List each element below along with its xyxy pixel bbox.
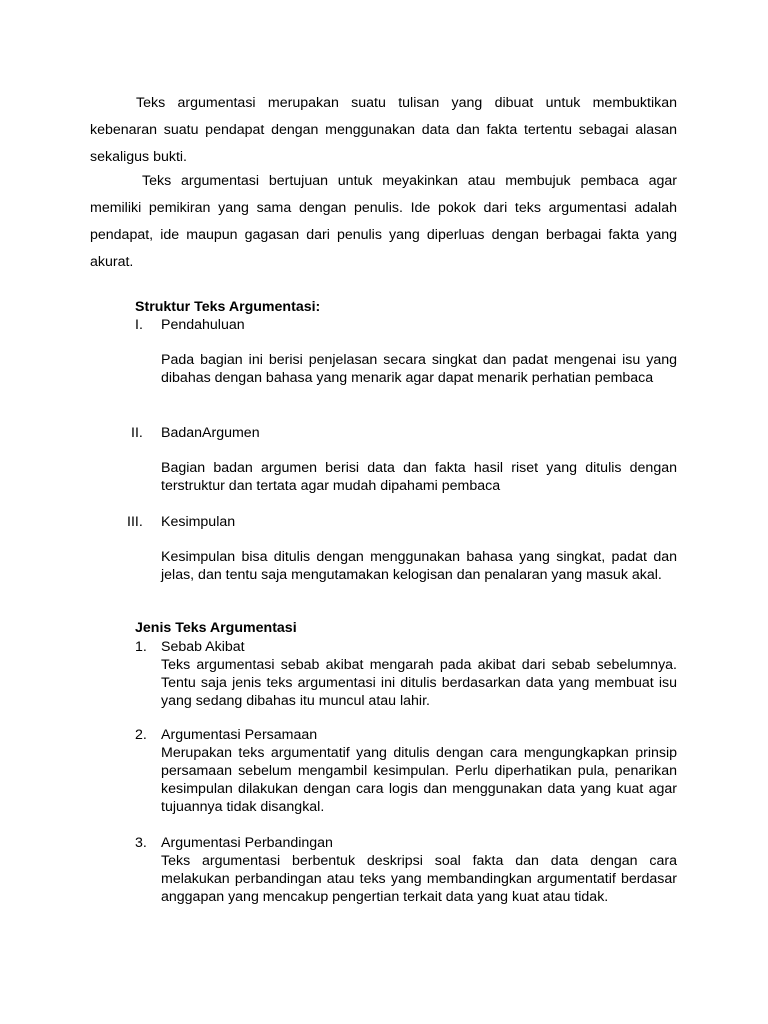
type-item-body: Merupakan teks argumentatif yang ditulis dengan cara mengungkapkan prinsip persamaan sebelum mengambil kesimpulan. Perlu diperhatikan pula, penarikan kesimpulan dilakukan dengan cara logis dan menggunakan data yang kuat agar tujuannya tidak disangkal.: [161, 745, 677, 815]
type-item-title: Argumentasi Persamaan: [161, 727, 318, 743]
type-item-title: Sebab Akibat: [161, 639, 245, 655]
structure-item-marker: III.: [127, 514, 143, 530]
structure-item-body: Kesimpulan bisa ditulis dengan menggunakan bahasa yang singkat, padat dan jelas, dan tentu saja mengutamakan kelogisan dan penalaran yang masuk akal.: [161, 549, 677, 583]
type-item-marker: 1.: [135, 639, 147, 655]
structure-item-marker: I.: [135, 317, 143, 333]
intro-paragraph-1: Teks argumentasi merupakan suatu tulisan yang dibuat untuk membuktikan kebenaran suatu pendapat dengan menggunakan data dan fakta tertentu sebagai alasan sekaligus bukti.: [90, 95, 677, 165]
type-item-marker: 3.: [135, 835, 147, 851]
intro-paragraph-2: Teks argumentasi bertujuan untuk meyakinkan atau membujuk pembaca agar memiliki pemikiran yang sama dengan penulis. Ide pokok dari teks argumentasi adalah pendapat, ide maupun gagasan dari penulis yang diperluas dengan berbagai fakta yang akurat.: [90, 173, 677, 270]
structure-item-title: BadanArgumen: [161, 425, 260, 441]
structure-item-body: Bagian badan argumen berisi data dan fakta hasil riset yang ditulis dengan terstruktur dan tertata agar mudah dipahami pembaca: [161, 460, 677, 494]
type-item-title: Argumentasi Perbandingan: [161, 835, 333, 851]
structure-item-title: Kesimpulan: [161, 514, 236, 530]
structure-item-title: Pendahuluan: [161, 317, 245, 333]
structure-item-body: Pada bagian ini berisi penjelasan secara singkat dan padat mengenai isu yang dibahas dengan bahasa yang menarik agar dapat menarik perhatian pembaca: [161, 352, 677, 386]
type-item-marker: 2.: [135, 727, 147, 743]
type-item-body: Teks argumentasi berbentuk deskripsi soal fakta dan data dengan cara melakukan perbandingan atau teks yang membandingkan argumentatif berdasar anggapan yang mencakup pengertian terkait data yang kuat atau tidak.: [161, 853, 677, 905]
structure-item-marker: II.: [131, 425, 143, 441]
type-item-body: Teks argumentasi sebab akibat mengarah pada akibat dari sebab sebelumnya. Tentu saja jenis teks argumentasi ini ditulis berdasarkan data yang membuat isu yang sedang dibahas itu muncul atau lahir.: [161, 657, 677, 709]
types-heading: Jenis Teks Argumentasi: [135, 620, 297, 636]
structure-heading: Struktur Teks Argumentasi:: [135, 299, 321, 315]
